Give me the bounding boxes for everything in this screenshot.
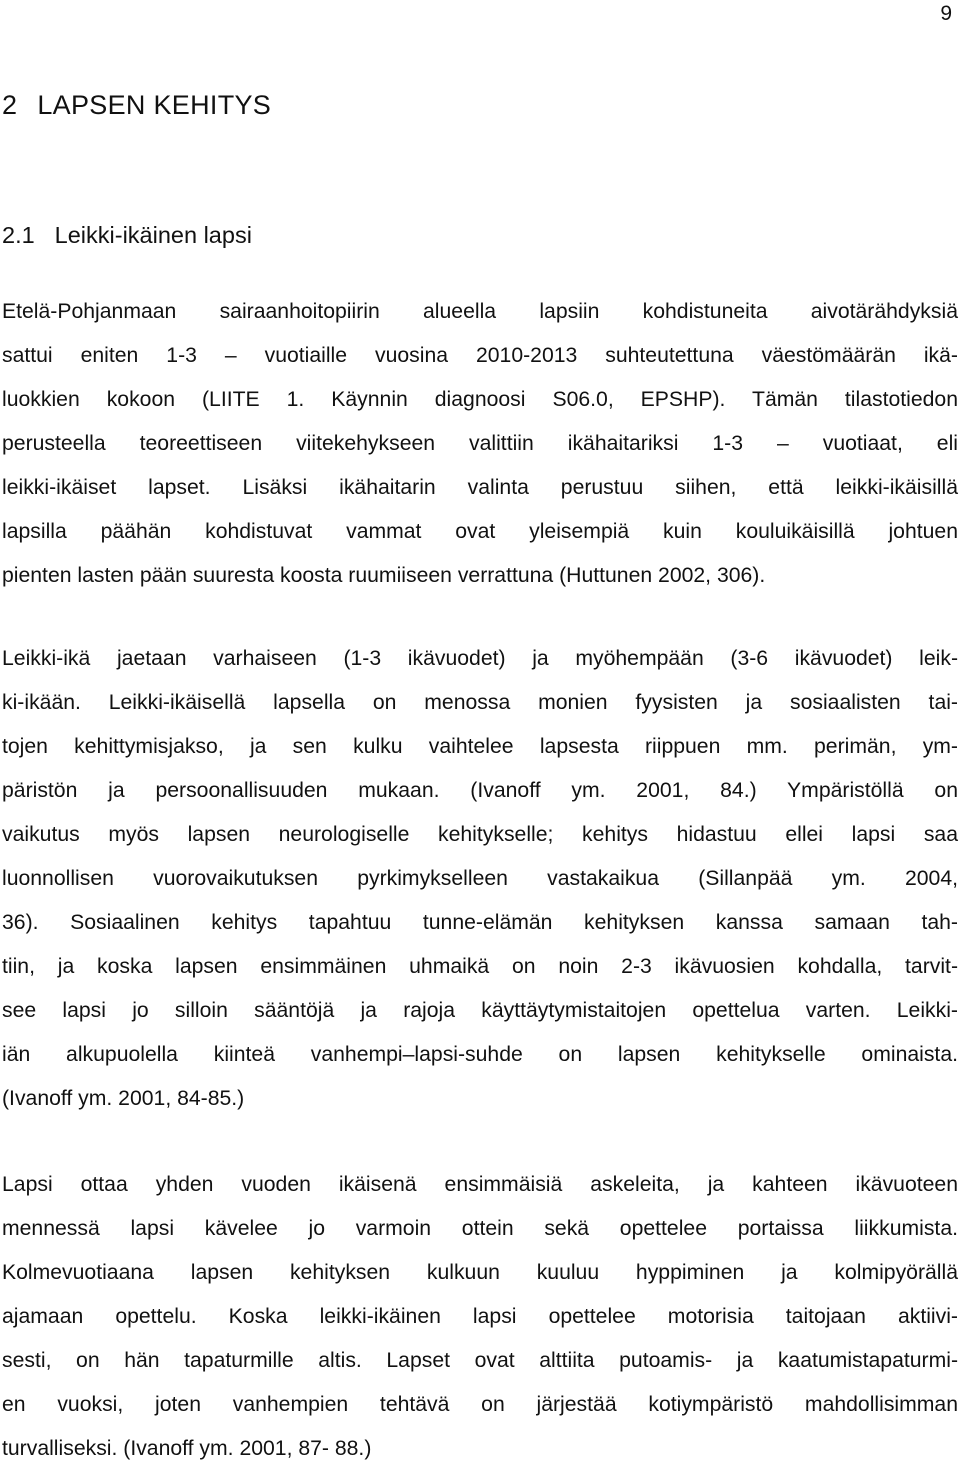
section-title: Leikki-ikäinen lapsi	[54, 222, 252, 248]
text-line: see lapsi jo silloin sääntöjä ja rajoja käyttäytymistaitojen opettelua varten. Leikki-	[2, 999, 958, 1022]
paragraph-2	[2, 637, 958, 1121]
chapter-heading	[2, 88, 271, 122]
text-line: mennessä lapsi kävelee jo varmoin ottein sekä opettelee portaissa liikkumista.	[2, 1217, 958, 1240]
paragraph-3	[2, 1163, 958, 1471]
page-number: 9	[940, 2, 952, 25]
text-line: perusteella teoreettiseen viitekehykseen valittiin ikähaitariksi 1-3 – vuotiaat, eli	[2, 432, 958, 455]
text-line: lapsilla päähän kohdistuvat vammat ovat yleisempiä kuin kouluikäisillä johtuen	[2, 520, 958, 543]
text-line: iän alkupuolella kiinteä vanhempi–lapsi-suhde on lapsen kehitykselle ominaista.	[2, 1043, 958, 1066]
text-line: tojen kehittymisjakso, ja sen kulku vaihtelee lapsesta riippuen mm. perimän, ym-	[2, 735, 958, 758]
text-line: luonnollisen vuorovaikutuksen pyrkimykselleen vastakaikua (Sillanpää ym. 2004,	[2, 867, 958, 890]
text-line: (Ivanoff ym. 2001, 84-85.)	[2, 1087, 245, 1110]
text-line: en vuoksi, joten vanhempien tehtävä on järjestää kotiympäristö mahdollisimman	[2, 1393, 958, 1416]
text-line: ajamaan opettelu. Koska leikki-ikäinen lapsi opettelee motorisia taitojaan aktiivi-	[2, 1305, 958, 1328]
paragraph-1	[2, 290, 958, 598]
text-line: turvalliseksi. (Ivanoff ym. 2001, 87- 88.)	[2, 1437, 372, 1460]
text-line: sesti, on hän tapaturmille altis. Lapset ovat alttiita putoamis- ja kaatumistapaturmi-	[2, 1349, 958, 1372]
text-line: leikki-ikäiset lapset. Lisäksi ikähaitarin valinta perustuu siihen, että leikki-ikäisillä	[2, 476, 958, 499]
text-line: sattui eniten 1-3 – vuotiaille vuosina 2010-2013 suhteutettuna väestömäärän ikä-	[2, 344, 958, 367]
text-line: tiin, ja koska lapsen ensimmäinen uhmaikä on noin 2-3 ikävuosien kohdalla, tarvit-	[2, 955, 958, 978]
text-line: ki-ikään. Leikki-ikäisellä lapsella on menossa monien fyysisten ja sosiaalisten tai-	[2, 691, 958, 714]
chapter-title: LAPSEN KEHITYS	[37, 90, 272, 120]
text-line: luokkien kokoon (LIITE 1. Käynnin diagnoosi S06.0, EPSHP). Tämän tilastotiedon	[2, 388, 958, 411]
section-heading	[2, 220, 252, 250]
text-line: Leikki-ikä jaetaan varhaiseen (1-3 ikävuodet) ja myöhempään (3-6 ikävuodet) leik-	[2, 647, 958, 670]
text-line: päristön ja persoonallisuuden mukaan. (Ivanoff ym. 2001, 84.) Ympäristöllä on	[2, 779, 958, 802]
text-line: pienten lasten pään suuresta koosta ruumiiseen verrattuna (Huttunen 2002, 306).	[2, 564, 766, 587]
text-line: Kolmevuotiaana lapsen kehityksen kulkuun kuuluu hyppiminen ja kolmipyörällä	[2, 1261, 958, 1284]
chapter-number: 2	[2, 90, 18, 120]
text-line: vaikutus myös lapsen neurologiselle kehitykselle; kehitys hidastuu ellei lapsi saa	[2, 823, 958, 846]
text-line: Lapsi ottaa yhden vuoden ikäisenä ensimmäisiä askeleita, ja kahteen ikävuoteen	[2, 1173, 958, 1196]
section-number: 2.1	[2, 222, 35, 248]
text-line: 36). Sosiaalinen kehitys tapahtuu tunne-elämän kehityksen kanssa samaan tah-	[2, 911, 958, 934]
text-line: Etelä-Pohjanmaan sairaanhoitopiirin alueella lapsiin kohdistuneita aivotärähdyksiä	[2, 300, 958, 323]
